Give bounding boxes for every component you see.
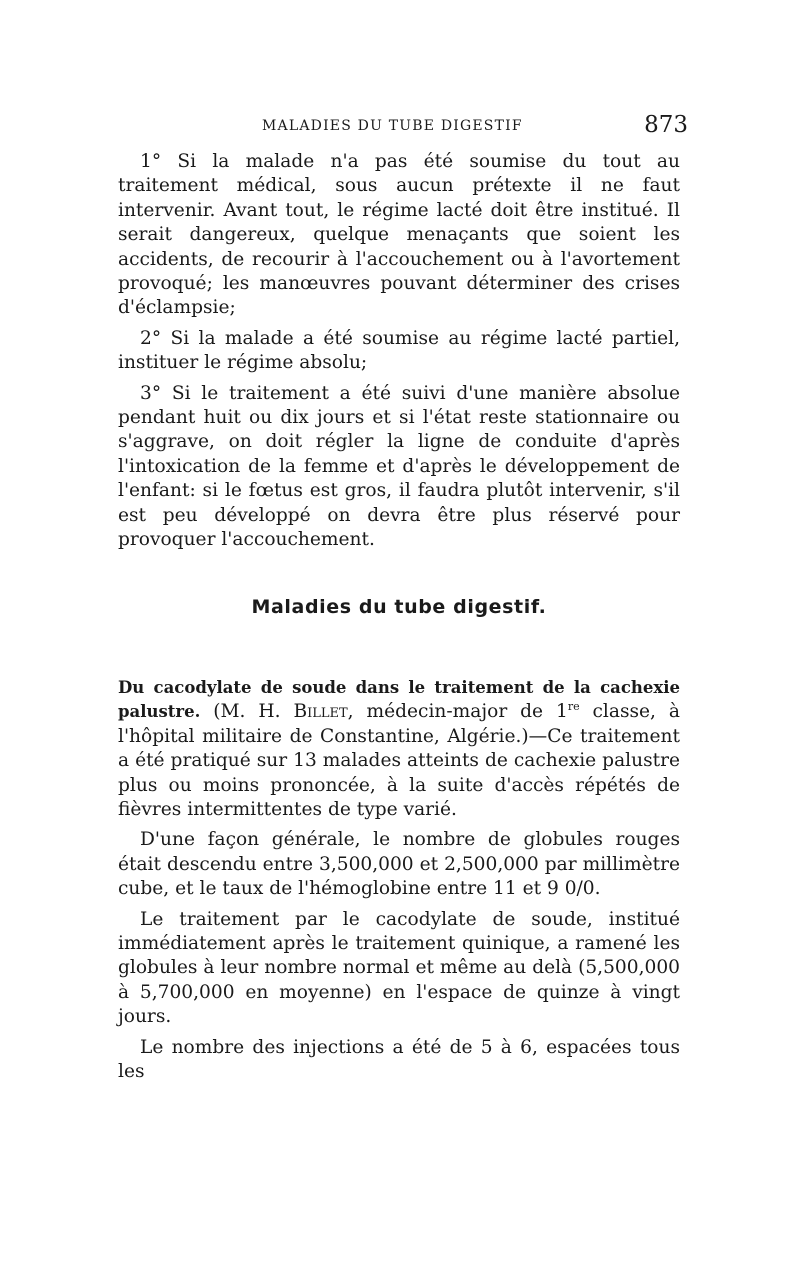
- article: [118, 676, 680, 1085]
- intro-text: —Ce traitement a été pratiqué sur 13 malades atteints de cachexie palustre plus ou moins prononcée, à la suite d'accès répétés de fièvres intermittentes de type varié.: [118, 725, 681, 821]
- page-number: 873: [644, 112, 688, 138]
- section-heading: Maladies du tube digestif.: [251, 596, 547, 618]
- article-paragraph-1: D'une façon générale, le nombre de globules rouges était descendu entre 3,500,000 et 2,500,000 par millimètre cube, et le taux de l'hémoglobine entre 11 et 9 0/0.: [118, 829, 680, 900]
- paragraph-3: 3° Si le traitement a été suivi d'une manière absolue pendant huit ou dix jours et si l'état reste stationnaire ou s'aggrave, on doit régler la ligne de conduite d'après l'intoxication de la femme et d'après le développement de l'enfant: si le fœtus est gros, il faudra plutôt intervenir, s'il est peu développé on devra être plus réservé pour provoquer l'accouchement.: [118, 382, 680, 551]
- paragraph-1: 1° Si la malade n'a pas été soumise du tout au traitement médical, sous aucun prétexte il ne faut intervenir. Avant tout, le régime lacté doit être institué. Il serait dangereux, quelque menaçants que soient les accidents, de recourir à l'accouchement ou à l'avortement provoqué; les manœuvres pouvant déterminer des crises d'éclampsie;: [118, 151, 680, 319]
- author-prefix: (M. H.: [213, 701, 281, 723]
- article-paragraph-2: Le traitement par le cacodylate de soude, institué immédiatement après le traitement quinique, a ramené les globules à leur nombre normal et même au delà (5,500,000 à 5,700,000 en moyenne) en l'espace de quinze à vingt jours.: [118, 908, 680, 1028]
- list-marker-2: 2°: [140, 327, 162, 349]
- running-title: MALADIES DU TUBE DIGESTIF: [262, 118, 523, 134]
- article-paragraph-3: Le nombre des injections a été de 5 à 6, espacées tous les: [118, 1036, 680, 1083]
- list-marker-1: 1°: [140, 151, 162, 172]
- article-intro: Du cacodylate de soude dans le traitement de la cachexie palustre. (M. H. Billet, médecin-major de 1re classe, à l'hôpital militaire de Constantine, Algérie.)—Ce traitement a été pratiqué sur 13 malades atteints de cachexie palustre plus ou moins prononcée, à la suite d'accès répétés de fièvres intermittentes de type varié.: [118, 678, 681, 821]
- running-head: [118, 112, 688, 142]
- article-title: Du cacodylate de soude dans le traitement de la cachexie palustre.: [118, 678, 680, 722]
- author-name: Billet: [293, 701, 348, 723]
- paragraph-2: 2° Si la malade a été soumise au régime lacté partiel, instituer le régime absolu;: [118, 327, 680, 374]
- body-text: [118, 150, 680, 553]
- list-marker-3: 3°: [140, 382, 162, 404]
